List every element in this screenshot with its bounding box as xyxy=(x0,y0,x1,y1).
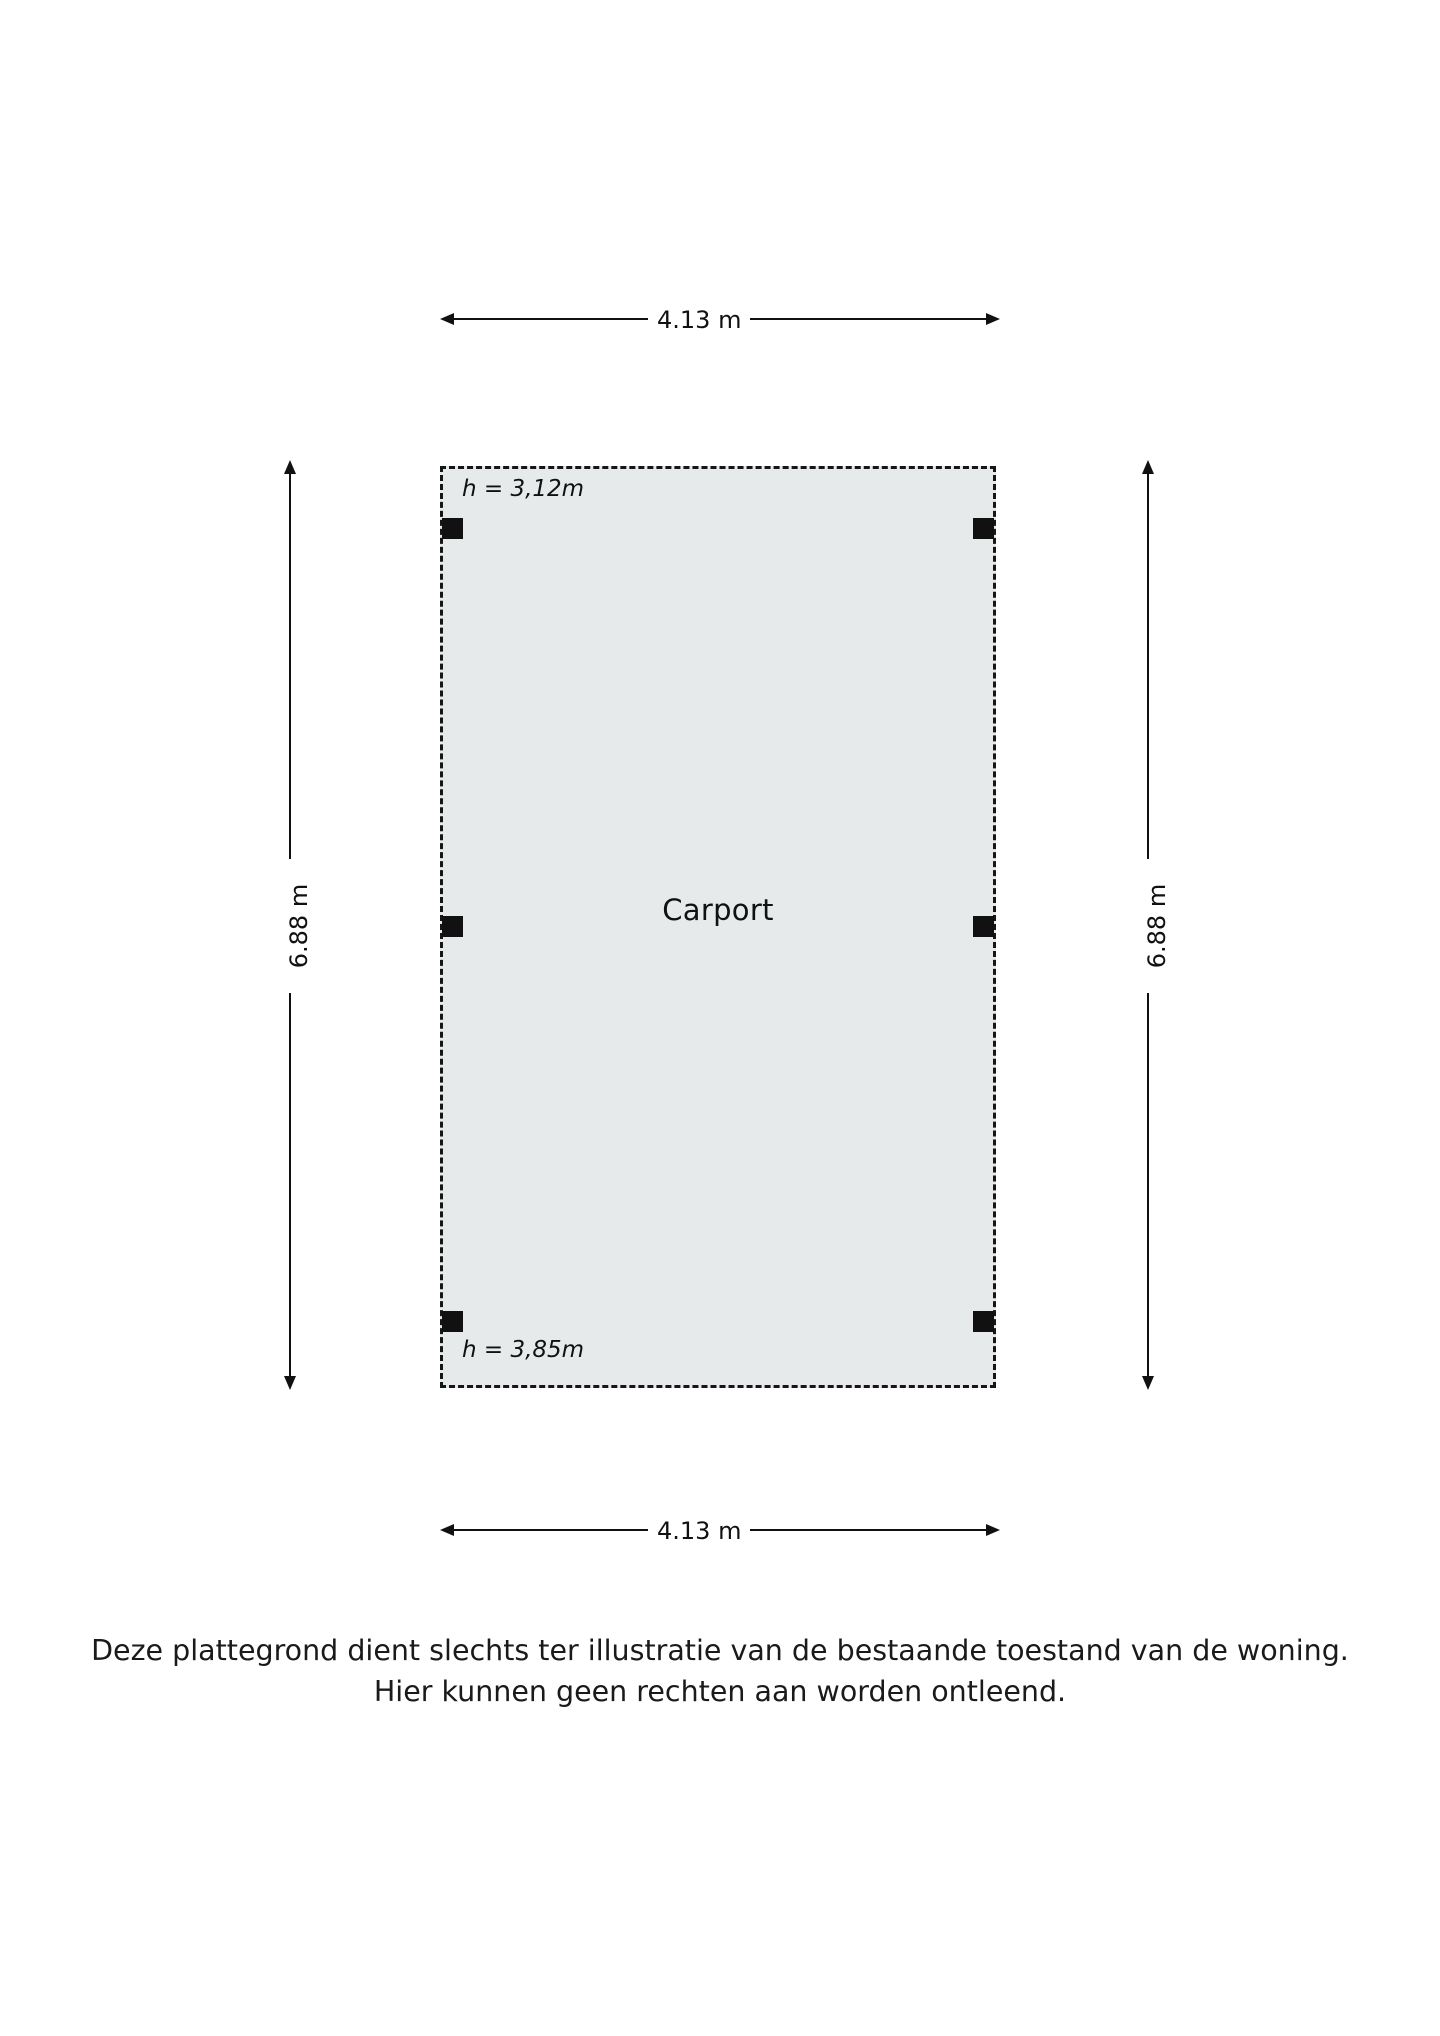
ceiling-height-note-top: h = 3,12m xyxy=(462,476,585,502)
column-marker xyxy=(442,518,463,539)
column-marker xyxy=(442,916,463,937)
ceiling-height-note-bottom: h = 3,85m xyxy=(462,1337,585,1363)
dimension-label-top: 4.13 m xyxy=(648,306,750,334)
dimension-label-left: 6.88 m xyxy=(285,859,313,993)
column-marker xyxy=(442,1311,463,1332)
dimension-label-bottom: 4.13 m xyxy=(648,1517,750,1545)
column-marker xyxy=(973,916,994,937)
room-label: Carport xyxy=(662,893,774,927)
dimension-label-right: 6.88 m xyxy=(1143,859,1171,993)
disclaimer-line-2: Hier kunnen geen rechten aan worden ontleend. xyxy=(373,1675,1067,1709)
carport-room-shape xyxy=(440,466,996,1388)
disclaimer-line-1: Deze plattegrond dient slechts ter illustratie van de bestaande toestand van de woning. xyxy=(91,1634,1349,1667)
disclaimer xyxy=(0,1630,1440,1713)
column-marker xyxy=(973,518,994,539)
column-marker xyxy=(973,1311,994,1332)
